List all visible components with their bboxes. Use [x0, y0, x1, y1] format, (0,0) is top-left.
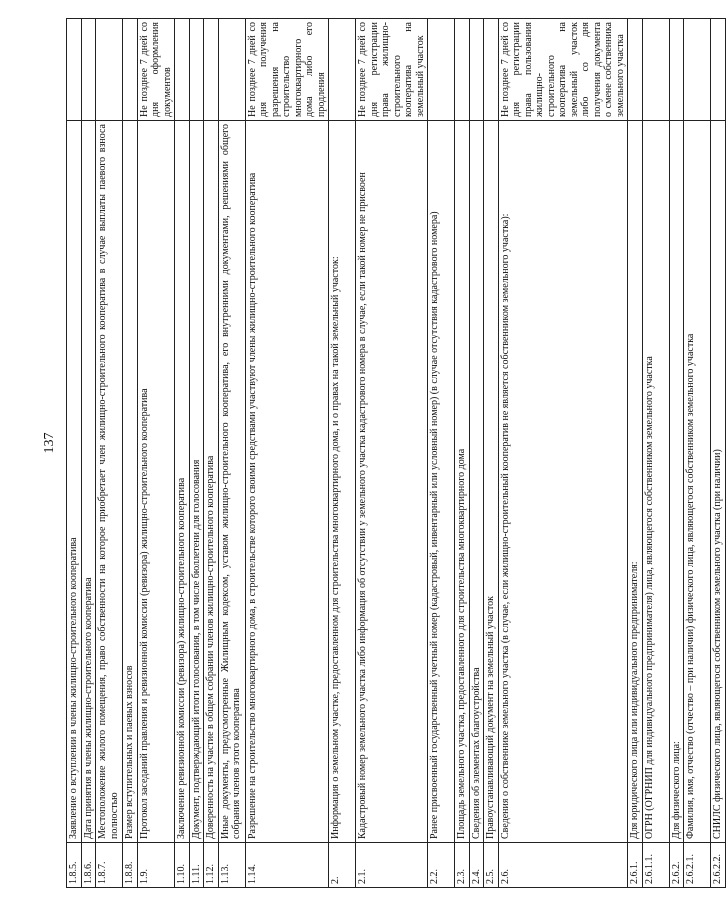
table-row — [469, 19, 484, 888]
table-row — [498, 19, 628, 888]
row-deadline — [204, 19, 219, 121]
row-deadline: Не позднее 7 дней со дня получения разрешения на строительство многоквартирного дома либо его продления — [245, 19, 329, 121]
row-deadline — [428, 19, 455, 121]
row-number: 1.8.6. — [81, 843, 96, 888]
row-text: Разрешение на строительство многоквартирного дома, в строительстве которого своими средствами участвуют члены жилищно-строительного кооператива — [245, 121, 329, 843]
row-text: Информация о земельном участке, предоставленном для строительства многоквартирного дома, и о правах на такой земельный участок: — [329, 121, 356, 843]
table-row — [642, 19, 669, 888]
table-row — [123, 19, 138, 888]
row-text: Доверенность на участие в общем собрании членов жилищно-строительного кооператива — [204, 121, 219, 843]
row-number: 1.8.7. — [96, 843, 123, 888]
document-table — [66, 18, 726, 888]
row-deadline — [81, 19, 96, 121]
row-deadline — [484, 19, 499, 121]
row-number: 1.8.5. — [67, 843, 82, 888]
row-text: Сведения об элементах благоустройства — [469, 121, 484, 843]
table-row — [175, 19, 190, 888]
table-row — [628, 19, 643, 888]
row-number: 2.4. — [469, 843, 484, 888]
row-deadline — [642, 19, 669, 121]
table-row — [96, 19, 123, 888]
row-number: 2.6.2.2. — [711, 843, 726, 888]
row-number: 2.6.2. — [669, 843, 684, 888]
row-number: 1.11. — [189, 843, 204, 888]
row-number: 2.5. — [484, 843, 499, 888]
page-number: 137 — [42, 432, 57, 454]
row-text: Сведения о собственнике земельного участка (в случае, если жилищно-строительный кооператив не является собственником земельного участка): — [498, 121, 628, 843]
row-text: Для юридического лица или индивидуального предпринимателя: — [628, 121, 643, 843]
row-number: 1.9. — [137, 843, 175, 888]
row-deadline — [123, 19, 138, 121]
row-number: 1.13. — [218, 843, 245, 888]
table-row — [684, 19, 711, 888]
row-number: 2. — [329, 843, 356, 888]
row-deadline: Не позднее 7 дней со дня регистрации права жилищно-строительного кооператива на земельный участок — [356, 19, 428, 121]
table-row — [189, 19, 204, 888]
table-row — [455, 19, 470, 888]
table-row — [137, 19, 175, 888]
row-deadline — [189, 19, 204, 121]
table-row — [484, 19, 499, 888]
table-row — [356, 19, 428, 888]
row-deadline — [455, 19, 470, 121]
row-number: 2.3. — [455, 843, 470, 888]
row-deadline — [329, 19, 356, 121]
row-deadline — [711, 19, 726, 121]
row-deadline — [218, 19, 245, 121]
row-text: Дата принятия в члены жилищно-строительного кооператива — [81, 121, 96, 843]
row-deadline — [684, 19, 711, 121]
row-text: Фамилия, имя, отчество (отчество – при наличии) физического лица, являющегося собственником земельного участка — [684, 121, 711, 843]
row-text: Документ, подтверждающий итоги голосования, в том числе бюллетени для голосования — [189, 121, 204, 843]
row-deadline — [669, 19, 684, 121]
row-deadline — [469, 19, 484, 121]
row-number: 1.8.8. — [123, 843, 138, 888]
row-text: Протокол заседаний правления и ревизионной комиссии (ревизора) жилищно-строительного кооператива — [137, 121, 175, 843]
row-number: 2.6. — [498, 843, 628, 888]
row-number: 2.1. — [356, 843, 428, 888]
row-text: Местоположение жилого помещения, право собственности на которое приобретает член жилищно-строительного кооператива в случае выплаты паевого взноса полностью — [96, 121, 123, 843]
row-text: Кадастровый номер земельного участка либо информация об отсутствии у земельного участка кадастрового номера в случае, если такой номер не присвоен — [356, 121, 428, 843]
row-text: Иные документы, предусмотренные Жилищным кодексом, уставом жилищно-строительного кооператива, его внутренними документами, решениями общего собрания членов этого кооператива — [218, 121, 245, 843]
row-number: 1.12. — [204, 843, 219, 888]
table-row — [669, 19, 684, 888]
row-text: Правоустанавливающий документ на земельный участок — [484, 121, 499, 843]
table-row — [329, 19, 356, 888]
row-text: Заявление о вступлении в члены жилищно-строительного кооператива — [67, 121, 82, 843]
row-number: 2.6.2.1. — [684, 843, 711, 888]
row-deadline — [175, 19, 190, 121]
row-number: 1.10. — [175, 843, 190, 888]
row-text: Размер вступительных и паевых взносов — [123, 121, 138, 843]
row-text: Заключение ревизионной комиссии (ревизора) жилищно-строительного кооператива — [175, 121, 190, 843]
row-number: 2.2. — [428, 843, 455, 888]
row-number: 2.6.1.1. — [642, 843, 669, 888]
row-deadline — [96, 19, 123, 121]
table-row — [81, 19, 96, 888]
row-text: Ранее присвоенный государственный учетный номер (кадастровый, инвентарный или условный номер) (в случае отсутствия кадастрового номера) — [428, 121, 455, 843]
table-row — [428, 19, 455, 888]
table-row — [67, 19, 82, 888]
row-number: 1.14. — [245, 843, 329, 888]
row-text: ОГРН (ОГРНИП для индивидуального предпринимателя) лица, являющегося собственником земельного участка — [642, 121, 669, 843]
row-deadline: Не позднее 7 дней со дня оформления документов — [137, 19, 175, 121]
table-row — [218, 19, 245, 888]
rotated-document-table-container — [66, 18, 726, 888]
row-text: Для физического лица: — [669, 121, 684, 843]
row-number: 2.6.1. — [628, 843, 643, 888]
row-deadline: Не позднее 7 дней со дня регистрации права пользования жилищно-строительного кооператива на земельный участок либо со дня получения документа о смене собственника земельного участка — [498, 19, 628, 121]
table-row — [245, 19, 329, 888]
row-text: СНИЛС физического лица, являющегося собственником земельного участка (при наличии) — [711, 121, 726, 843]
row-deadline — [628, 19, 643, 121]
table-row — [204, 19, 219, 888]
row-text: Площадь земельного участка, предоставленного для строительства многоквартирного дома — [455, 121, 470, 843]
row-deadline — [67, 19, 82, 121]
table-row — [711, 19, 726, 888]
